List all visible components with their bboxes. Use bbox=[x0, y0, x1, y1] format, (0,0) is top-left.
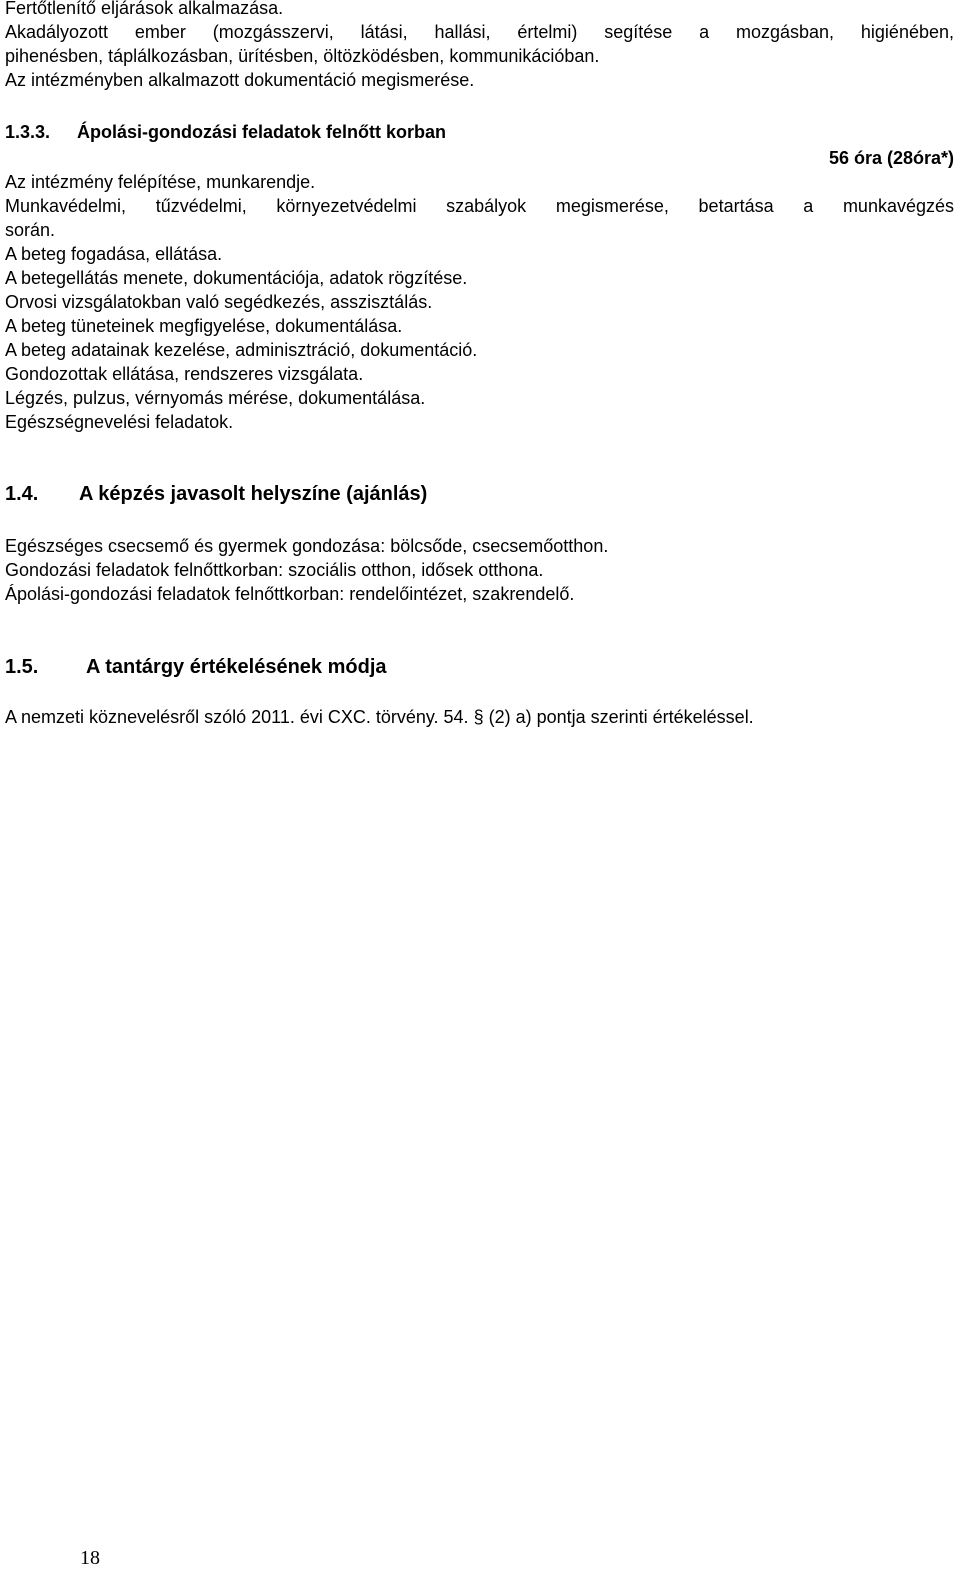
list-item: Légzés, pulzus, vérnyomás mérése, dokumentálása. bbox=[5, 388, 426, 408]
list-item: Munkavédelmi, tűzvédelmi, környezetvédelmi szabályok megismerése, betartása a munkavégzés bbox=[5, 196, 954, 216]
list-item: A beteg fogadása, ellátása. bbox=[5, 244, 223, 264]
top-line-3: pihenésben, táplálkozásban, ürítésben, öltözködésben, kommunikációban. bbox=[5, 46, 600, 66]
evaluation-text: A nemzeti köznevelésről szóló 2011. évi CXC. törvény. 54. § (2) a) pontja szerinti értékeléssel. bbox=[5, 707, 754, 727]
section-hours: 56 óra (28óra*) bbox=[828, 148, 954, 168]
section-number: 1.5. bbox=[5, 656, 39, 678]
list-item: Ápolási-gondozási feladatok felnőttkorban: rendelőintézet, szakrendelő. bbox=[5, 584, 575, 604]
list-item: Gondozási feladatok felnőttkorban: szociális otthon, idősek otthona. bbox=[5, 560, 544, 580]
page-number: 18 bbox=[80, 1547, 100, 1569]
list-item: Az intézmény felépítése, munkarendje. bbox=[5, 172, 316, 192]
list-item: Egészségnevelési feladatok. bbox=[5, 412, 234, 432]
top-line-4: Az intézményben alkalmazott dokumentáció megismerése. bbox=[5, 70, 475, 90]
section-number: 1.4. bbox=[5, 483, 39, 505]
section-1-5-heading bbox=[5, 655, 954, 679]
section-1-3-3-heading bbox=[5, 120, 954, 144]
list-item: A beteg tüneteinek megfigyelése, dokumentálása. bbox=[5, 316, 403, 336]
list-item: A betegellátás menete, dokumentációja, adatok rögzítése. bbox=[5, 268, 468, 288]
list-item: Gondozottak ellátása, rendszeres vizsgálata. bbox=[5, 364, 364, 384]
list-item: Orvosi vizsgálatokban való segédkezés, asszisztálás. bbox=[5, 292, 433, 312]
list-item: során. bbox=[5, 220, 56, 240]
list-item: A beteg adatainak kezelése, adminisztráció, dokumentáció. bbox=[5, 340, 478, 360]
list-item: Egészséges csecsemő és gyermek gondozása: bölcsőde, csecsemőotthon. bbox=[5, 536, 609, 556]
section-title: A tantárgy értékelésének módja bbox=[86, 656, 387, 678]
section-title: A képzés javasolt helyszíne (ajánlás) bbox=[79, 483, 428, 505]
section-title: Ápolási-gondozási feladatok felnőtt korban bbox=[77, 122, 447, 142]
section-1-4-heading bbox=[5, 482, 954, 506]
section-number: 1.3.3. bbox=[5, 122, 51, 142]
top-line-2: Akadályozott ember (mozgásszervi, látási, hallási, értelmi) segítése a mozgásban, higiénében, bbox=[5, 22, 954, 42]
top-line-1: Fertőtlenítő eljárások alkalmazása. bbox=[5, 0, 284, 18]
